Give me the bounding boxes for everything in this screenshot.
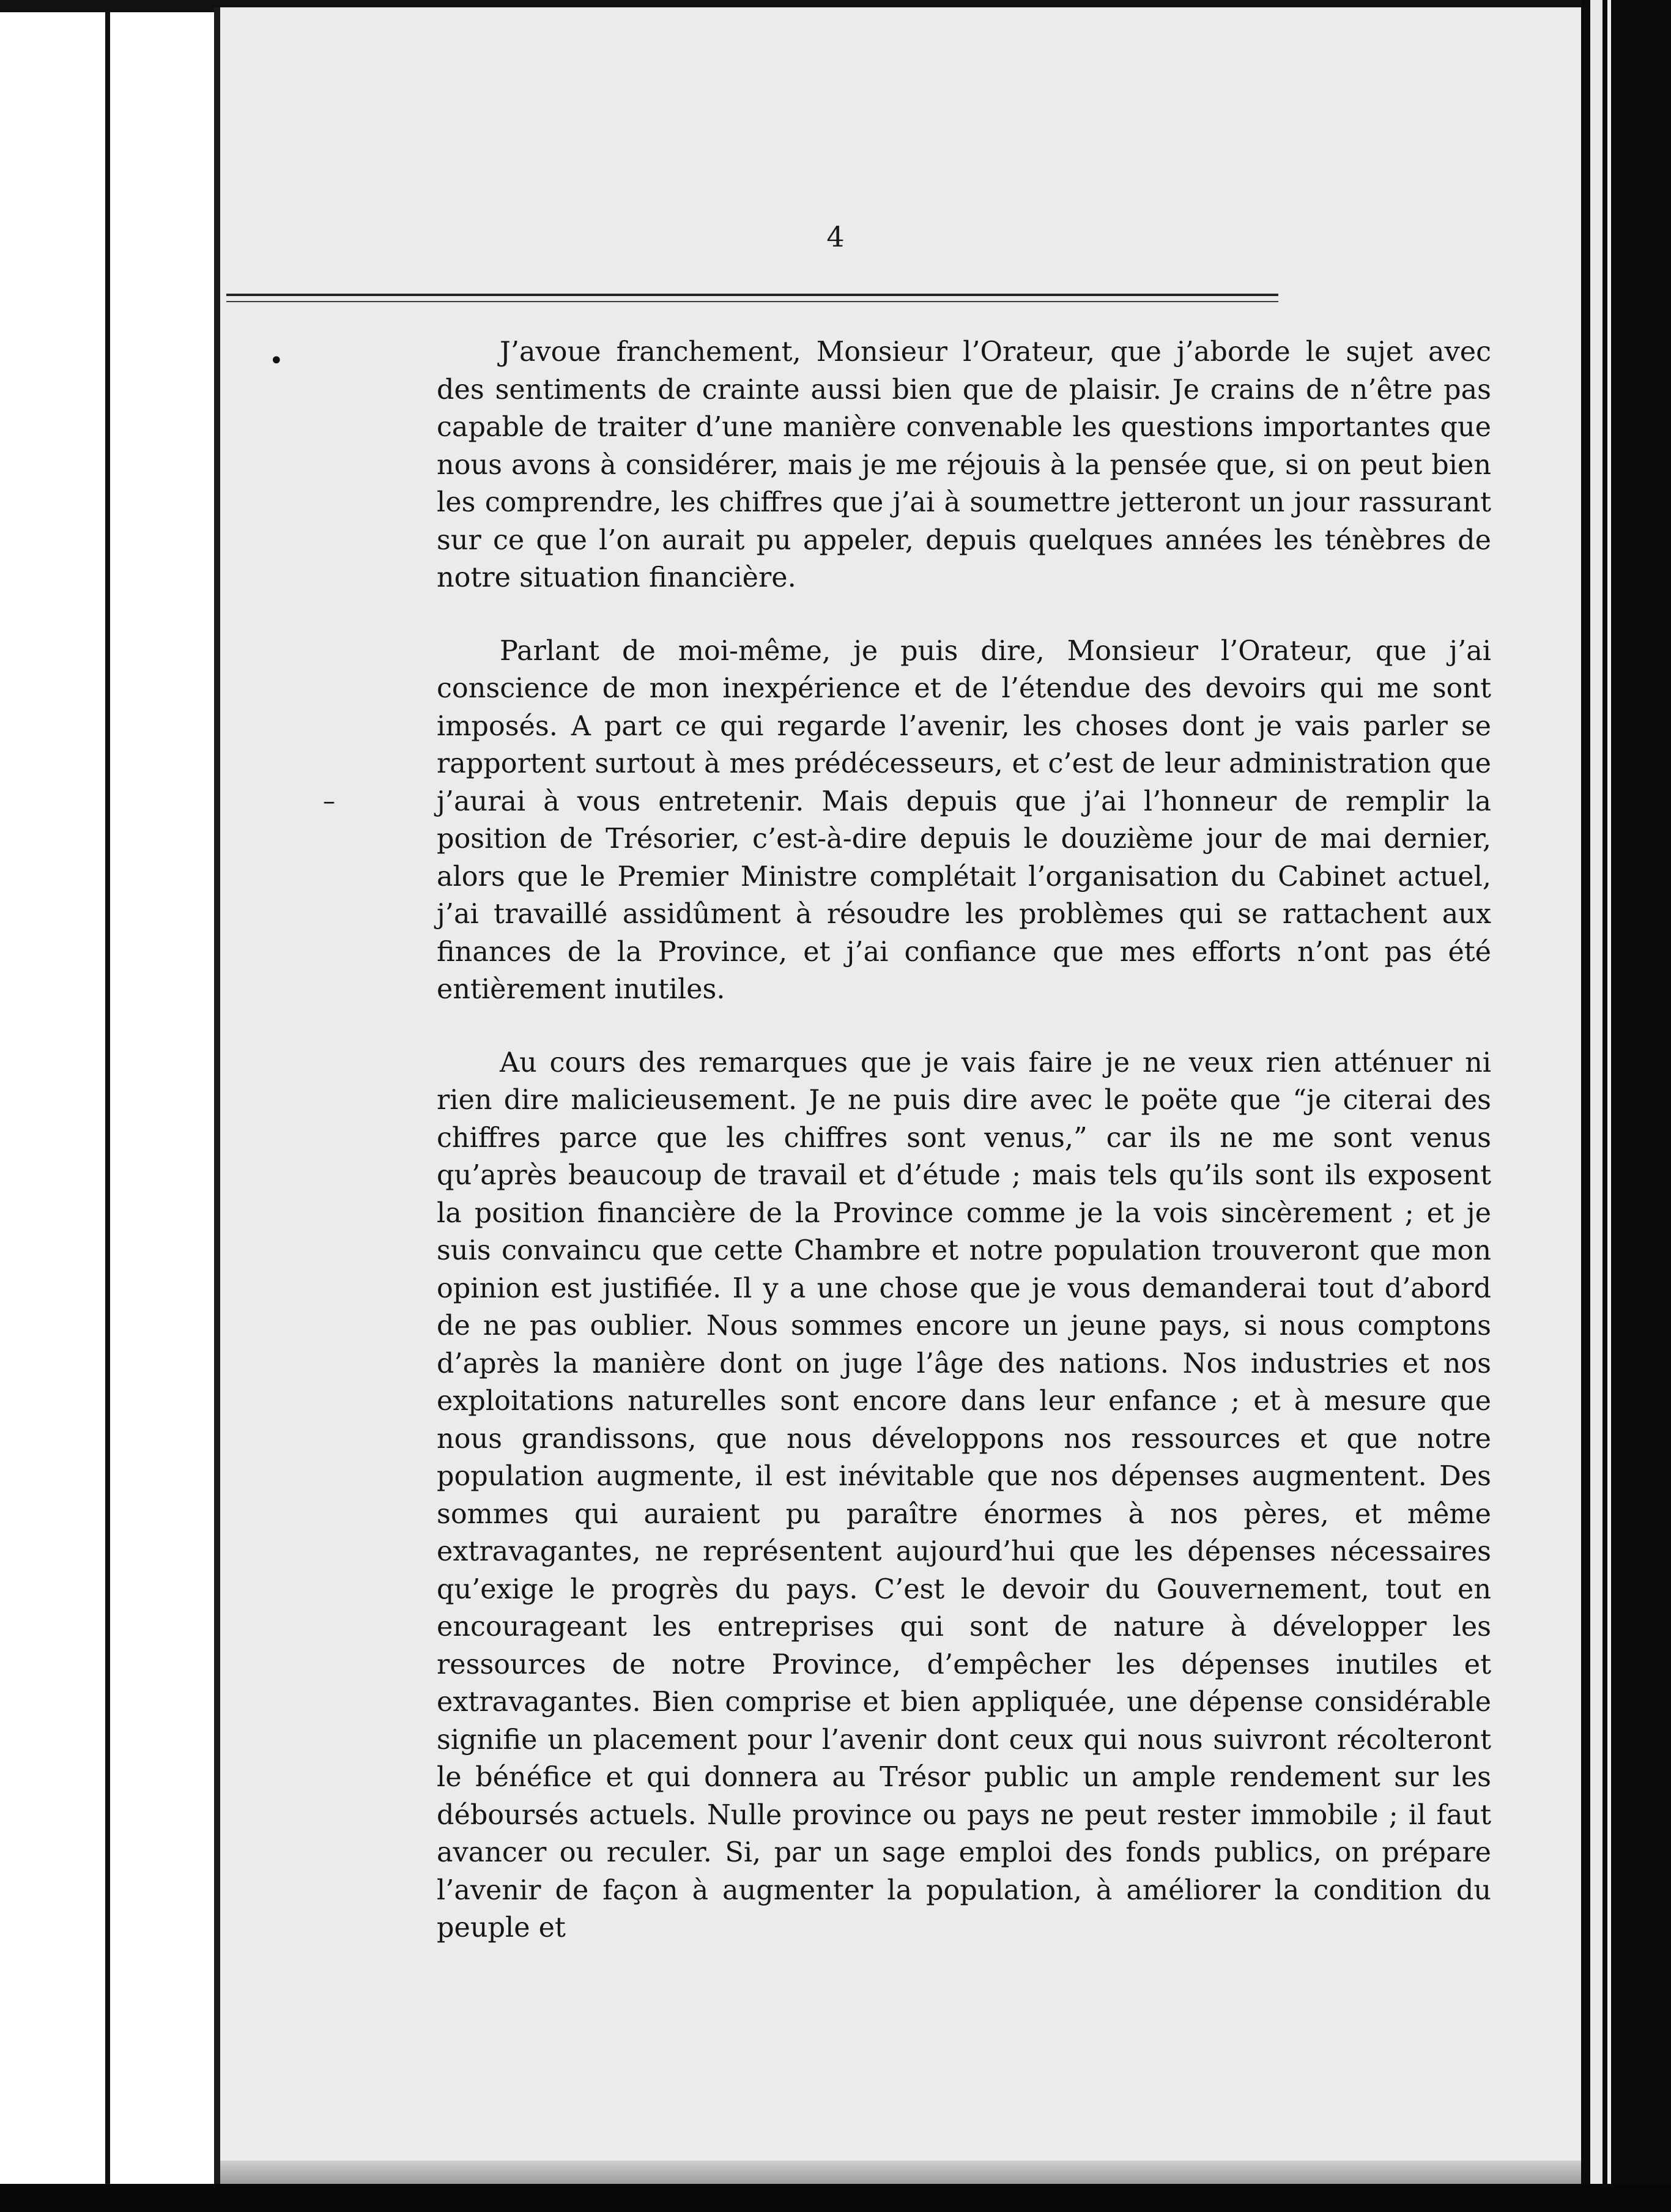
scan-right-edge-strip <box>1590 0 1602 2212</box>
paragraph-3: Au cours des remarques que je vais faire je ne veux rien atténuer ni rien dire malicieusement. Je ne puis dire avec le poëte que “je citerai des chiffres parce que les chiffres sont venus,” car ils ne me sont venus qu’après beaucoup de travail et d’étude ; mais tels qu’ils sont ils exposent la position financière de la Province comme je la vois sincèrement ; et je suis convaincu que cette Chambre et notre population trouveront que mon opinion est justifiée. Il y a une chose que je vous demanderai tout d’abord de ne pas oublier. Nous sommes encore un jeune pays, si nous comptons d’après la manière dont on juge l’âge des nations. Nos industries et nos exploitations naturelles sont encore dans leur enfance ; et à mesure que nous grandissons, que nous développons nos ressources et que notre population augmente, il est inévitable que nos dépenses augmentent. Des sommes qui auraient pu paraître énormes à nos pères, et même extravagantes, ne représentent aujourd’hui que les dépenses nécessaires qu’exige le progrès du pays. C’est le devoir du Gouvernement, tout en encourageant les entreprises qui sont de nature à développer les ressources de notre Province, d’empêcher les dépenses inutiles et extravagantes. Bien comprise et bien appliquée, une dépense considérable signifie un placement pour l’avenir dont ceux qui nous suivront récolteront le bénéfice et qui donnera au Trésor public un ample rendement sur les déboursés actuels. Nulle province ou pays ne peut rester immobile ; il faut avancer ou reculer. Si, par un sage emploi des fonds publics, on prépare l’avenir de façon à augmenter la population, à améliorer la condition du peuple et <box>437 1047 1491 1943</box>
page-bottom-edge <box>220 2161 1581 2185</box>
margin-dot-mark: • <box>269 347 284 375</box>
scan-bottom-edge <box>0 2184 1671 2212</box>
body-text <box>437 333 1491 1947</box>
page-number: 4 <box>826 220 845 253</box>
scan-right-edge-line <box>1607 0 1611 2212</box>
header-rule-thin <box>226 301 1278 302</box>
scan-left-frame-line <box>105 0 110 2212</box>
header-rule-thick <box>226 294 1278 296</box>
paragraph-1: J’avoue franchement, Monsieur l’Orateur, que j’aborde le sujet avec des sentiments de crainte aussi bien que de plaisir. Je crains de n’être pas capable de traiter d’une manière convenable les questions importantes que nous avons à considérer, mais je me réjouis à la pensée que, si on peut bien les comprendre, les chiffres que j’ai à soumettre jetteront un jour rassurant sur ce que l’on aurait pu appeler, depuis quelques années les ténèbres de notre situation financière. <box>437 336 1491 593</box>
margin-dash-mark: – <box>323 787 335 815</box>
paragraph-2: Parlant de moi-même, je puis dire, Monsieur l’Orateur, que j’ai conscience de mon inexpérience et de l’étendue des devoirs qui me sont imposés. A part ce qui regarde l’avenir, les choses dont je vais parler se rapportent surtout à mes prédécesseurs, et c’est de leur administration que j’aurai à vous entretenir. Mais depuis que j’ai l’honneur de remplir la position de Trésorier, c’est-à-dire depuis le douzième jour de mai dernier, alors que le Premier Ministre complétait l’organisation du Cabinet actuel, j’ai travaillé assidûment à résoudre les problèmes qui se rattachent aux finances de la Province, et j’ai confiance que mes efforts n’ont pas été entièrement inutiles. <box>437 635 1491 1005</box>
